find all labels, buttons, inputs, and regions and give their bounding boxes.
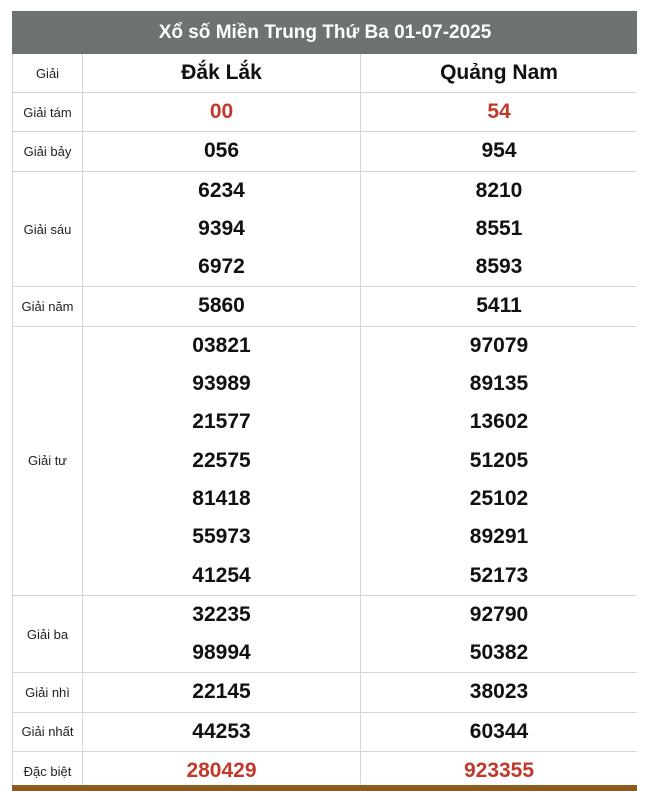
prize-number[interactable]: 55973 — [192, 525, 251, 549]
bottom-bar — [12, 785, 637, 791]
prize-number[interactable]: 50382 — [469, 641, 529, 665]
prize-cell-province-2 — [361, 287, 638, 326]
prize-label: Giải ba — [13, 595, 83, 673]
prize-number[interactable]: 97079 — [469, 333, 529, 357]
prize-number[interactable]: 89135 — [469, 372, 529, 396]
prize-number[interactable]: 22145 — [192, 680, 251, 704]
prize-cell-province-1 — [83, 171, 361, 287]
prize-cell-province-1 — [83, 93, 361, 132]
prize-number[interactable]: 41254 — [192, 563, 251, 587]
prize-number[interactable]: 81418 — [192, 486, 251, 510]
prize-number[interactable]: 13602 — [469, 410, 529, 434]
prize-number[interactable]: 8210 — [475, 178, 523, 202]
title-row — [13, 12, 638, 54]
prize-row — [13, 326, 638, 595]
prize-cell-province-1 — [83, 287, 361, 326]
prize-row — [13, 93, 638, 132]
prize-cell-province-2 — [361, 712, 638, 751]
lottery-results-table — [12, 11, 638, 791]
prize-cell-province-1 — [83, 673, 361, 712]
prize-number[interactable]: 8551 — [475, 216, 523, 240]
prize-label: Giải bảy — [13, 132, 83, 171]
prize-cell-province-1 — [83, 326, 361, 595]
prize-cell-province-2 — [361, 132, 638, 171]
prize-row — [13, 673, 638, 712]
prize-number[interactable]: 280429 — [186, 759, 257, 783]
prize-number[interactable]: 92790 — [469, 602, 529, 626]
prize-number[interactable]: 54 — [487, 100, 511, 123]
prize-number[interactable]: 52173 — [469, 563, 529, 587]
right-margin — [637, 0, 655, 791]
prize-number[interactable]: 22575 — [192, 448, 251, 472]
prize-number[interactable]: 98994 — [192, 641, 251, 665]
prize-label: Đặc biệt — [13, 752, 83, 791]
prize-number[interactable]: 923355 — [463, 759, 535, 783]
province-header-1[interactable]: Đắk Lắk — [83, 54, 361, 93]
prize-row — [13, 712, 638, 751]
prize-row — [13, 171, 638, 287]
prize-number[interactable]: 5411 — [476, 294, 522, 318]
prize-number[interactable]: 93989 — [192, 372, 251, 396]
prize-number[interactable]: 03821 — [192, 333, 251, 357]
prize-number[interactable]: 6972 — [198, 255, 245, 279]
prize-number[interactable]: 8593 — [475, 255, 523, 279]
prize-number[interactable]: 38023 — [469, 680, 529, 704]
prize-number[interactable]: 60344 — [469, 719, 529, 743]
prize-cell-province-1 — [83, 595, 361, 673]
prize-cell-province-2 — [361, 673, 638, 712]
prize-row — [13, 287, 638, 326]
prize-number[interactable]: 89291 — [469, 525, 529, 549]
prize-cell-province-2 — [361, 93, 638, 132]
prize-number[interactable]: 51205 — [469, 448, 529, 472]
province-header-2[interactable]: Quảng Nam — [361, 54, 638, 93]
prize-number[interactable]: 9394 — [198, 216, 245, 240]
prize-number[interactable]: 6234 — [198, 178, 245, 202]
prize-number[interactable]: 00 — [209, 100, 234, 123]
prize-number[interactable]: 44253 — [192, 719, 251, 743]
prize-cell-province-2 — [361, 171, 638, 287]
prize-body — [13, 93, 638, 791]
prize-number[interactable]: 954 — [481, 139, 517, 163]
header-label: Giải — [13, 54, 83, 93]
prize-label: Giải tư — [13, 326, 83, 595]
prize-row — [13, 132, 638, 171]
prize-label: Giải sáu — [13, 171, 83, 287]
prize-label: Giải nhất — [13, 712, 83, 751]
prize-number[interactable]: 5860 — [198, 294, 245, 318]
prize-cell-province-2 — [361, 326, 638, 595]
prize-number[interactable]: 056 — [203, 139, 240, 163]
prize-number[interactable]: 25102 — [469, 486, 529, 510]
prize-row — [13, 595, 638, 673]
prize-cell-province-1 — [83, 132, 361, 171]
prize-number[interactable]: 32235 — [192, 602, 251, 626]
prize-cell-province-1 — [83, 712, 361, 751]
table-title: Xổ số Miền Trung Thứ Ba 01-07-2025 — [13, 12, 638, 54]
prize-label: Giải nhì — [13, 673, 83, 712]
prize-label: Giải tám — [13, 93, 83, 132]
prize-label: Giải năm — [13, 287, 83, 326]
prize-number[interactable]: 21577 — [192, 410, 251, 434]
prize-cell-province-2 — [361, 595, 638, 673]
header-row — [13, 54, 638, 93]
